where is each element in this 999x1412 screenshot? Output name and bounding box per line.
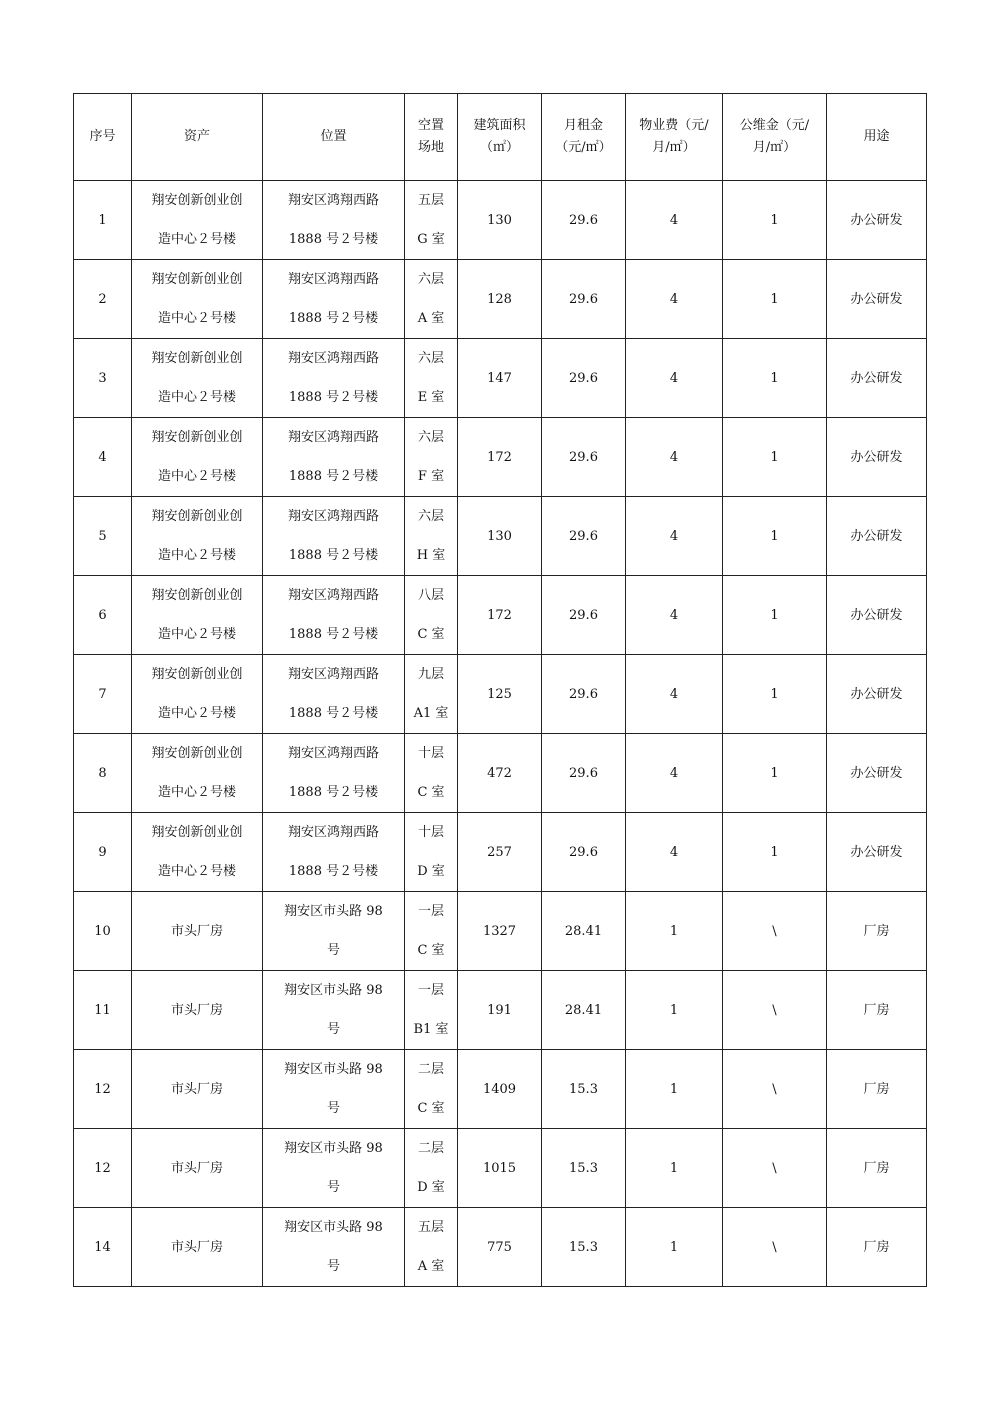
cell-area: 125 <box>458 655 542 734</box>
cell-vacant-space-line: 二层 <box>417 1141 444 1156</box>
header-line: 公维金（元/ <box>739 118 810 133</box>
cell-location-line: 号 <box>326 1022 340 1037</box>
cell-area: 775 <box>458 1208 542 1287</box>
header-line: 月/㎡） <box>752 140 797 155</box>
cell-vacant-space-line: 六层 <box>417 430 444 445</box>
cell-rent: 29.6 <box>542 576 626 655</box>
cell-vacant-space-line: E 室 <box>417 390 445 405</box>
cell-vacant-space <box>405 1129 458 1208</box>
cell-location-line: 号 <box>326 943 340 958</box>
cell-vacant-space-line: A1 室 <box>413 706 449 721</box>
cell-area: 172 <box>458 418 542 497</box>
header-line: 用途 <box>863 129 890 144</box>
cell-location-line: 号 <box>326 1101 340 1116</box>
cell-usage: 厂房 <box>827 1050 927 1129</box>
cell-location-line: 翔安区鸿翔西路 <box>287 746 379 761</box>
cell-vacant-space-line: D 室 <box>417 1180 445 1195</box>
cell-location-line: 翔安区鸿翔西路 <box>287 588 379 603</box>
cell-maintenance-fund: 1 <box>723 181 827 260</box>
cell-location-line: 号 <box>326 1180 340 1195</box>
cell-asset-line: 市头厂房 <box>170 1081 223 1097</box>
cell-maintenance-fund: 1 <box>723 418 827 497</box>
vacancy-table <box>73 93 927 1287</box>
cell-location-line: 翔安区市头路 98 <box>284 1141 383 1156</box>
cell-asset-line: 市头厂房 <box>170 923 223 939</box>
cell-location-line: 号 <box>326 1259 340 1274</box>
header-line: （元/㎡） <box>555 140 612 155</box>
cell-maintenance-fund: 1 <box>723 734 827 813</box>
cell-location-line: 1888 号２号楼 <box>288 706 379 721</box>
cell-area: 130 <box>458 497 542 576</box>
cell-asset <box>132 971 263 1050</box>
cell-asset-line: 翔安创新创业创 <box>151 667 243 682</box>
cell-vacant-space <box>405 1050 458 1129</box>
cell-vacant-space-line: 六层 <box>417 351 444 366</box>
cell-vacant-space-line: A 室 <box>417 311 445 326</box>
cell-vacant-space-line: 十层 <box>417 746 444 761</box>
cell-vacant-space-line: 一层 <box>417 983 444 998</box>
cell-location <box>263 576 405 655</box>
cell-vacant-space-line: C 室 <box>417 1101 445 1116</box>
cell-usage: 办公研发 <box>827 576 927 655</box>
table-row <box>74 971 927 1050</box>
cell-no: 11 <box>74 971 132 1050</box>
cell-maintenance-fund: \ <box>723 1208 827 1287</box>
cell-location-line: 1888 号２号楼 <box>288 548 379 563</box>
cell-vacant-space <box>405 418 458 497</box>
cell-maintenance-fund: 1 <box>723 813 827 892</box>
cell-asset-line: 翔安创新创业创 <box>151 351 243 366</box>
cell-location <box>263 260 405 339</box>
cell-no: 14 <box>74 1208 132 1287</box>
cell-property-fee: 4 <box>626 576 723 655</box>
cell-maintenance-fund: \ <box>723 1129 827 1208</box>
cell-vacant-space-line: 二层 <box>417 1062 444 1077</box>
cell-location <box>263 418 405 497</box>
cell-vacant-space-line: D 室 <box>417 864 445 879</box>
table-body <box>74 181 927 1287</box>
cell-location-line: 翔安区鸿翔西路 <box>287 430 379 445</box>
cell-location-line: 翔安区鸿翔西路 <box>287 509 379 524</box>
table-row <box>74 260 927 339</box>
header-line: 物业费（元/ <box>639 118 709 133</box>
cell-rent: 29.6 <box>542 339 626 418</box>
cell-asset <box>132 497 263 576</box>
table-header <box>74 94 927 181</box>
table-row <box>74 418 927 497</box>
cell-maintenance-fund: 1 <box>723 260 827 339</box>
cell-location <box>263 1050 405 1129</box>
cell-property-fee: 1 <box>626 971 723 1050</box>
cell-usage: 厂房 <box>827 971 927 1050</box>
cell-no: 3 <box>74 339 132 418</box>
cell-area: 130 <box>458 181 542 260</box>
header-line: 月租金 <box>563 118 603 133</box>
cell-property-fee: 1 <box>626 1050 723 1129</box>
table-row <box>74 1208 927 1287</box>
header-row <box>74 94 927 181</box>
cell-property-fee: 4 <box>626 260 723 339</box>
header-area <box>458 94 542 181</box>
header-line: 序号 <box>89 129 116 144</box>
cell-location-line: 翔安区市头路 98 <box>284 1062 383 1077</box>
cell-vacant-space <box>405 181 458 260</box>
cell-no: 2 <box>74 260 132 339</box>
cell-asset-line: 造中心２号楼 <box>157 390 236 405</box>
header-line: 场地 <box>417 140 444 155</box>
header-usage <box>827 94 927 181</box>
cell-asset <box>132 1050 263 1129</box>
cell-property-fee: 4 <box>626 655 723 734</box>
cell-asset <box>132 1208 263 1287</box>
cell-location-line: 翔安区市头路 98 <box>284 1220 383 1235</box>
cell-rent: 29.6 <box>542 497 626 576</box>
cell-usage: 办公研发 <box>827 260 927 339</box>
cell-asset-line: 造中心２号楼 <box>157 627 236 642</box>
cell-maintenance-fund: 1 <box>723 655 827 734</box>
header-line: 建筑面积 <box>473 118 526 133</box>
cell-asset <box>132 734 263 813</box>
header-property-fee <box>626 94 723 181</box>
header-line: 空置 <box>417 118 444 133</box>
cell-asset-line: 造中心２号楼 <box>157 311 236 326</box>
cell-asset-line: 造中心２号楼 <box>157 548 236 563</box>
cell-maintenance-fund: \ <box>723 892 827 971</box>
cell-vacant-space-line: G 室 <box>417 232 445 247</box>
cell-location <box>263 181 405 260</box>
cell-no: 1 <box>74 181 132 260</box>
cell-maintenance-fund: \ <box>723 1050 827 1129</box>
table-row <box>74 892 927 971</box>
cell-area: 172 <box>458 576 542 655</box>
cell-vacant-space-line: C 室 <box>417 943 445 958</box>
cell-rent: 28.41 <box>542 971 626 1050</box>
cell-asset-line: 翔安创新创业创 <box>151 193 243 208</box>
cell-property-fee: 1 <box>626 1208 723 1287</box>
cell-property-fee: 4 <box>626 813 723 892</box>
table-row <box>74 1129 927 1208</box>
cell-no: 10 <box>74 892 132 971</box>
cell-usage: 厂房 <box>827 1208 927 1287</box>
cell-maintenance-fund: \ <box>723 971 827 1050</box>
cell-location <box>263 892 405 971</box>
cell-location-line: 翔安区鸿翔西路 <box>287 272 379 287</box>
cell-maintenance-fund: 1 <box>723 497 827 576</box>
cell-asset <box>132 339 263 418</box>
cell-area: 128 <box>458 260 542 339</box>
cell-rent: 15.3 <box>542 1129 626 1208</box>
cell-asset-line: 翔安创新创业创 <box>151 746 243 761</box>
cell-vacant-space <box>405 971 458 1050</box>
cell-vacant-space <box>405 734 458 813</box>
header-line: 月/㎡） <box>652 140 696 155</box>
cell-vacant-space-line: F 室 <box>417 469 445 484</box>
cell-asset <box>132 655 263 734</box>
cell-vacant-space <box>405 892 458 971</box>
cell-location-line: 1888 号２号楼 <box>288 390 379 405</box>
cell-property-fee: 1 <box>626 892 723 971</box>
cell-vacant-space-line: 十层 <box>417 825 444 840</box>
cell-rent: 29.6 <box>542 813 626 892</box>
header-maintenance-fund <box>723 94 827 181</box>
cell-usage: 厂房 <box>827 892 927 971</box>
cell-usage: 办公研发 <box>827 181 927 260</box>
cell-vacant-space-line: A 室 <box>417 1259 445 1274</box>
cell-location-line: 翔安区鸿翔西路 <box>287 351 379 366</box>
cell-usage: 办公研发 <box>827 497 927 576</box>
cell-asset-line: 市头厂房 <box>170 1239 223 1255</box>
cell-vacant-space <box>405 655 458 734</box>
header-line: 资产 <box>183 129 210 144</box>
cell-rent: 29.6 <box>542 418 626 497</box>
table-row <box>74 1050 927 1129</box>
cell-location <box>263 813 405 892</box>
cell-location-line: 翔安区市头路 98 <box>284 983 383 998</box>
cell-vacant-space-line: H 室 <box>416 548 446 563</box>
cell-rent: 29.6 <box>542 260 626 339</box>
cell-location-line: 翔安区鸿翔西路 <box>287 667 379 682</box>
cell-area: 191 <box>458 971 542 1050</box>
table-row <box>74 339 927 418</box>
cell-vacant-space-line: 五层 <box>417 1220 444 1235</box>
cell-location <box>263 655 405 734</box>
cell-area: 1015 <box>458 1129 542 1208</box>
cell-asset <box>132 576 263 655</box>
cell-location <box>263 339 405 418</box>
cell-location <box>263 1208 405 1287</box>
cell-vacant-space-line: 六层 <box>417 509 444 524</box>
cell-no: 5 <box>74 497 132 576</box>
cell-rent: 15.3 <box>542 1208 626 1287</box>
cell-rent: 29.6 <box>542 655 626 734</box>
cell-location <box>263 734 405 813</box>
cell-property-fee: 4 <box>626 181 723 260</box>
cell-no: 12 <box>74 1129 132 1208</box>
cell-location-line: 1888 号２号楼 <box>288 785 379 800</box>
header-line: （㎡） <box>479 140 519 155</box>
cell-rent: 29.6 <box>542 734 626 813</box>
table-row <box>74 576 927 655</box>
cell-usage: 厂房 <box>827 1129 927 1208</box>
cell-vacant-space-line: 五层 <box>417 193 444 208</box>
cell-asset <box>132 260 263 339</box>
cell-location <box>263 1129 405 1208</box>
cell-area: 472 <box>458 734 542 813</box>
cell-asset-line: 造中心２号楼 <box>157 706 236 721</box>
cell-asset-line: 造中心２号楼 <box>157 232 236 247</box>
cell-area: 1409 <box>458 1050 542 1129</box>
cell-vacant-space-line: 八层 <box>417 588 444 603</box>
header-vacant-space <box>405 94 458 181</box>
cell-location-line: 翔安区市头路 98 <box>284 904 383 919</box>
cell-maintenance-fund: 1 <box>723 339 827 418</box>
cell-area: 147 <box>458 339 542 418</box>
cell-property-fee: 4 <box>626 418 723 497</box>
cell-vacant-space <box>405 1208 458 1287</box>
cell-vacant-space <box>405 497 458 576</box>
cell-location-line: 1888 号２号楼 <box>288 864 379 879</box>
cell-no: 6 <box>74 576 132 655</box>
cell-vacant-space <box>405 576 458 655</box>
cell-vacant-space-line: B1 室 <box>413 1022 449 1037</box>
cell-maintenance-fund: 1 <box>723 576 827 655</box>
cell-no: 8 <box>74 734 132 813</box>
cell-asset-line: 翔安创新创业创 <box>151 509 243 524</box>
cell-location-line: 1888 号２号楼 <box>288 311 379 326</box>
cell-property-fee: 4 <box>626 339 723 418</box>
header-rent <box>542 94 626 181</box>
cell-location-line: 翔安区鸿翔西路 <box>287 825 379 840</box>
cell-no: 7 <box>74 655 132 734</box>
header-no <box>74 94 132 181</box>
cell-location <box>263 971 405 1050</box>
cell-rent: 29.6 <box>542 181 626 260</box>
cell-asset <box>132 1129 263 1208</box>
cell-location-line: 翔安区鸿翔西路 <box>287 193 379 208</box>
cell-asset-line: 造中心２号楼 <box>157 785 236 800</box>
header-location <box>263 94 405 181</box>
cell-no: 4 <box>74 418 132 497</box>
cell-area: 1327 <box>458 892 542 971</box>
cell-asset <box>132 418 263 497</box>
table-row <box>74 181 927 260</box>
cell-location-line: 1888 号２号楼 <box>288 232 379 247</box>
header-line: 位置 <box>320 129 347 144</box>
cell-asset-line: 造中心２号楼 <box>157 864 236 879</box>
cell-usage: 办公研发 <box>827 655 927 734</box>
cell-asset-line: 市头厂房 <box>170 1002 223 1018</box>
cell-usage: 办公研发 <box>827 734 927 813</box>
cell-rent: 15.3 <box>542 1050 626 1129</box>
cell-usage: 办公研发 <box>827 418 927 497</box>
cell-no: 12 <box>74 1050 132 1129</box>
cell-vacant-space-line: 九层 <box>417 667 444 682</box>
cell-asset-line: 造中心２号楼 <box>157 469 236 484</box>
cell-asset-line: 翔安创新创业创 <box>151 430 243 445</box>
cell-asset-line: 翔安创新创业创 <box>151 588 243 603</box>
cell-property-fee: 1 <box>626 1129 723 1208</box>
cell-area: 257 <box>458 813 542 892</box>
cell-usage: 办公研发 <box>827 813 927 892</box>
cell-location <box>263 497 405 576</box>
cell-asset <box>132 813 263 892</box>
cell-asset <box>132 892 263 971</box>
cell-asset-line: 翔安创新创业创 <box>151 272 243 287</box>
table-row <box>74 813 927 892</box>
cell-rent: 28.41 <box>542 892 626 971</box>
cell-vacant-space <box>405 339 458 418</box>
cell-vacant-space-line: 六层 <box>417 272 444 287</box>
cell-vacant-space <box>405 260 458 339</box>
cell-vacant-space <box>405 813 458 892</box>
cell-vacant-space-line: C 室 <box>417 627 445 642</box>
cell-no: 9 <box>74 813 132 892</box>
cell-asset <box>132 181 263 260</box>
cell-property-fee: 4 <box>626 734 723 813</box>
cell-vacant-space-line: 一层 <box>417 904 444 919</box>
header-asset <box>132 94 263 181</box>
cell-usage: 办公研发 <box>827 339 927 418</box>
table-row <box>74 497 927 576</box>
cell-vacant-space-line: C 室 <box>417 785 445 800</box>
cell-asset-line: 翔安创新创业创 <box>151 825 243 840</box>
cell-location-line: 1888 号２号楼 <box>288 627 379 642</box>
cell-location-line: 1888 号２号楼 <box>288 469 379 484</box>
table-row <box>74 655 927 734</box>
cell-property-fee: 4 <box>626 497 723 576</box>
cell-asset-line: 市头厂房 <box>170 1160 223 1176</box>
table-row <box>74 734 927 813</box>
